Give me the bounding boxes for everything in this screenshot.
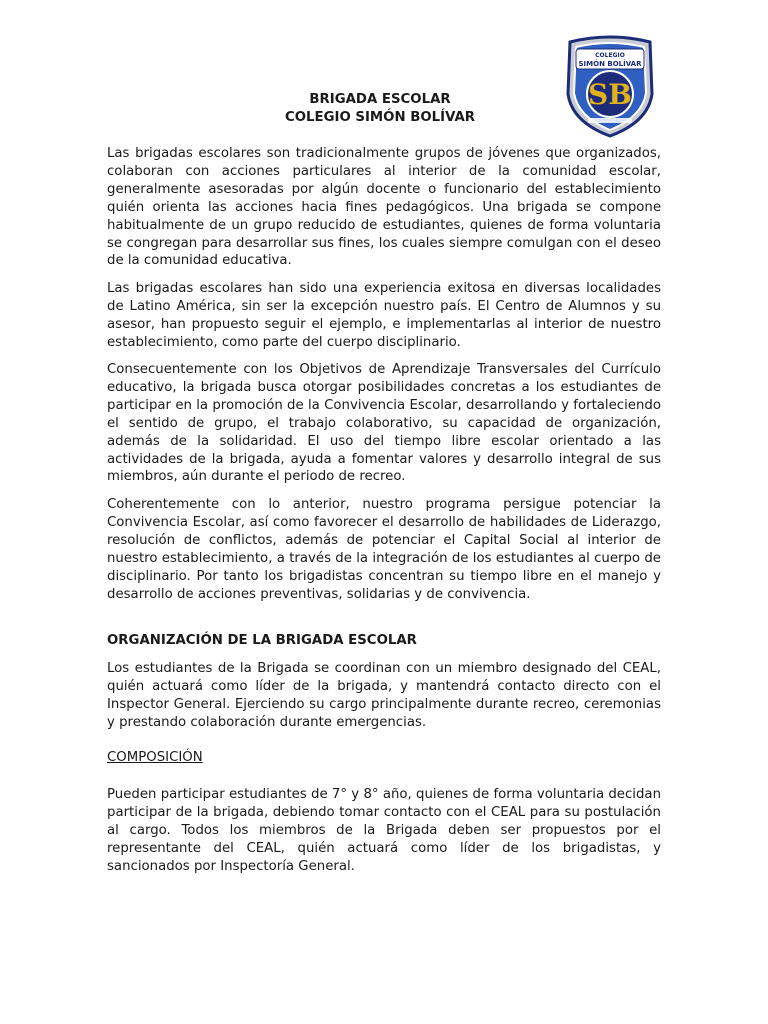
crest-top-text: COLEGIO: [595, 52, 625, 59]
document-subtitle: COLEGIO SIMÓN BOLÍVAR: [284, 110, 475, 125]
paragraph-organization: Los estudiantes de la Brigada se coordinan con un miembro designado del CEAL, quién actuará como líder de la brigada, y mantendrá contacto directo con el Inspector General. Ejerciendo su cargo principalmente durante recreo, ceremonias y prestando colaboración durante emergencias.: [107, 661, 661, 730]
section-subheading-composition: COMPOSICIÓN: [107, 750, 203, 765]
paragraph-objectives: Consecuentemente con los Objetivos de Aprendizaje Transversales del Currículo educativo, la brigada busca otorgar posibilidades concretas a los estudiantes de participar en la promoción de la Convivencia Escolar, desarrollando y fortaleciendo el sentido de grupo, el trabajo colaborativo, su capacidad de organización, además de la solidaridad. El uso del tiempo libre escolar orientado a las actividades de la brigada, ayuda a fomentar valores y desarrollo integral de sus miembros, aún durante el periodo de recreo.: [107, 362, 661, 485]
section-heading-organization: ORGANIZACIÓN DE LA BRIGADA ESCOLAR: [107, 633, 417, 648]
paragraph-composition: Pueden participar estudiantes de 7° y 8° año, quienes de forma voluntaria decidan participar de la brigada, debiendo tomar contacto con el CEAL para su postulación al cargo. Todos los miembros de la Brigada deben ser propuestos por el representante del CEAL, quién actuará como líder de los brigadistas, y sancionados por Inspectoría General.: [107, 787, 661, 874]
paragraph-experience: Las brigadas escolares han sido una experiencia exitosa en diversas localidades de Latino América, sin ser la excepción nuestro país. El Centro de Alumnos y su asesor, han propuesto seguir el ejemplo, e implementarlas al interior de nuestro establecimiento, como parte del cuerpo disciplinario.: [107, 281, 661, 350]
document-title: BRIGADA ESCOLAR: [309, 92, 451, 107]
paragraph-program: Coherentemente con lo anterior, nuestro programa persigue potenciar la Convivencia Escolar, así como favorecer el desarrollo de habilidades de Liderazgo, resolución de conflictos, además de potenciar el Capital Social al interior de nuestro establecimiento, a través de la integración de los estudiantes al cuerpo de disciplinario. Por tanto los brigadistas concentran su tiempo libre en el manejo y desarrollo de acciones preventivas, solidarias y de convivencia.: [107, 497, 661, 602]
crest-monogram: SB: [588, 78, 632, 111]
paragraph-intro: Las brigadas escolares son tradicionalmente grupos de jóvenes que organizados, colaboran con acciones particulares al interior de la comunidad escolar, generalmente asesoradas por algún docente o funcionario del establecimiento quién orienta las acciones hacia fines pedagógicos. Una brigada se compone habitualmente de un grupo reducido de estudiantes, quienes de forma voluntaria se congregan para desarrollar sus fines, los cuales siempre comulgan con el deseo de la comunidad educativa.: [107, 146, 661, 269]
crest-motto-band: [588, 118, 632, 123]
crest-name-text: SIMÓN BOLÍVAR: [578, 60, 642, 68]
